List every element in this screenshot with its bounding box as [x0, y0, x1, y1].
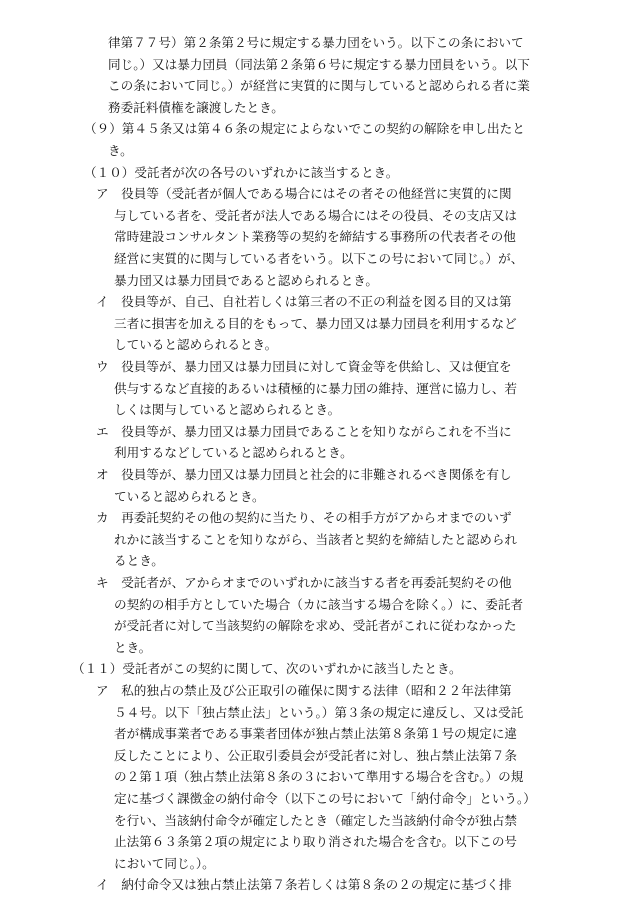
text-line: 供与するなど直接的あるいは積極的に暴力団の維持、運営に協力し、若 — [114, 380, 517, 396]
text-line: において同じ。）。 — [114, 855, 215, 871]
item-a: ア 役員等（受託者が個人である場合にはその者その他経営に実質的に関 — [96, 186, 512, 202]
item-e: エ 役員等が、暴力団又は暴力団員であることを知りながらこれを不当に — [96, 423, 512, 439]
item-i: イ 役員等が、自己、自社若しくは第三者の不正の利益を図る目的又は第 — [96, 294, 512, 310]
text-line: き。 — [108, 143, 133, 158]
text-line: 三者に損害を加える目的をもって、暴力団又は暴力団員を利用するなど — [114, 315, 517, 331]
text-line: の２第１項（独占禁止法第８条の３において準用する場合を含む。）の規 — [114, 769, 524, 785]
item-u: ウ 役員等が、暴力団又は暴力団員に対して資金等を供給し、又は便宜を — [96, 359, 512, 374]
text-line: 者が構成事業者である事業者団体が独占禁止法第８条第１号の規定に違 — [114, 726, 517, 742]
item-o: オ 役員等が、暴力団又は暴力団員と社会的に非難されるべき関係を有し — [96, 467, 512, 482]
text-line: しくは関与していると認められるとき。 — [114, 402, 341, 418]
text-line: の契約の相手方としていた場合（カに該当する場合を除く。）に、委託者 — [114, 596, 524, 612]
text-line: 与している者を、受託者が法人である場合にはその役員、その支店又は — [114, 207, 517, 223]
text-line: 律第７７号）第２条第２号に規定する暴力団をいう。以下この条において — [108, 35, 524, 50]
text-line: 止法第６３条第２項の規定により取り消された場合を含む。以下この号 — [114, 834, 517, 850]
clause-9-heading: （９）第４５条又は第４６条の規定によらないでこの契約の解除を申し出たと — [84, 121, 525, 137]
text-line: この条において同じ。）が経営に実質的に関与していると認められる者に業 — [108, 78, 530, 94]
text-line: していると認められるとき。 — [114, 337, 278, 353]
item-ka: カ 再委託契約その他の契約に当たり、その相手方がアからオまでのいず — [96, 510, 512, 526]
text-line: れかに該当することを知りながら、当該者と契約を締結したと認められ — [114, 531, 517, 547]
text-line: ５４号。以下「独占禁止法」という。）第３条の規定に違反し、又は受託 — [114, 704, 524, 720]
text-line: 利用するなどしていると認められるとき。 — [114, 445, 353, 461]
item-i-11: イ 納付命令又は独占禁止法第７条若しくは第８条の２の規定に基づく排 — [96, 877, 512, 893]
text-line: 同じ。）又は暴力団員（同法第２条第６号に規定する暴力団員をいう。以下 — [108, 56, 530, 72]
text-line: とき。 — [114, 639, 152, 655]
text-line: が受託者に対して当該契約の解除を求め、受託者がこれに従わなかった — [114, 618, 517, 634]
clause-11-heading: （１１）受託者がこの契約に関して、次のいずれかに該当したとき。 — [72, 661, 462, 677]
text-line: るとき。 — [114, 553, 164, 569]
clause-10-heading: （１０）受託者が次の各号のいずれかに該当するとき。 — [84, 164, 399, 180]
text-line: 常時建設コンサルタント業務等の契約を締結する事務所の代表者その他 — [114, 229, 516, 245]
text-line: 経営に実質的に関与している者をいう。以下この号において同じ。）が、 — [114, 251, 524, 266]
text-line: 反したことにより、公正取引委員会が受託者に対し、独占禁止法第７条 — [114, 747, 517, 763]
text-line: 務委託料債権を譲渡したとき。 — [108, 99, 284, 115]
text-line: 定に基づく課徴金の納付命令（以下この号において「納付命令」という。） — [114, 791, 536, 806]
text-line: を行い、当該納付命令が確定したとき（確定した当該納付命令が独占禁 — [114, 812, 517, 828]
item-ki: キ 受託者が、アからオまでのいずれかに該当する者を再委託契約その他 — [96, 575, 512, 590]
item-a-11: ア 私的独占の禁止及び公正取引の確保に関する法律（昭和２２年法律第 — [96, 683, 512, 698]
text-line: ていると認められるとき。 — [114, 488, 265, 504]
text-line: 暴力団又は暴力団員であると認められるとき。 — [114, 272, 378, 288]
